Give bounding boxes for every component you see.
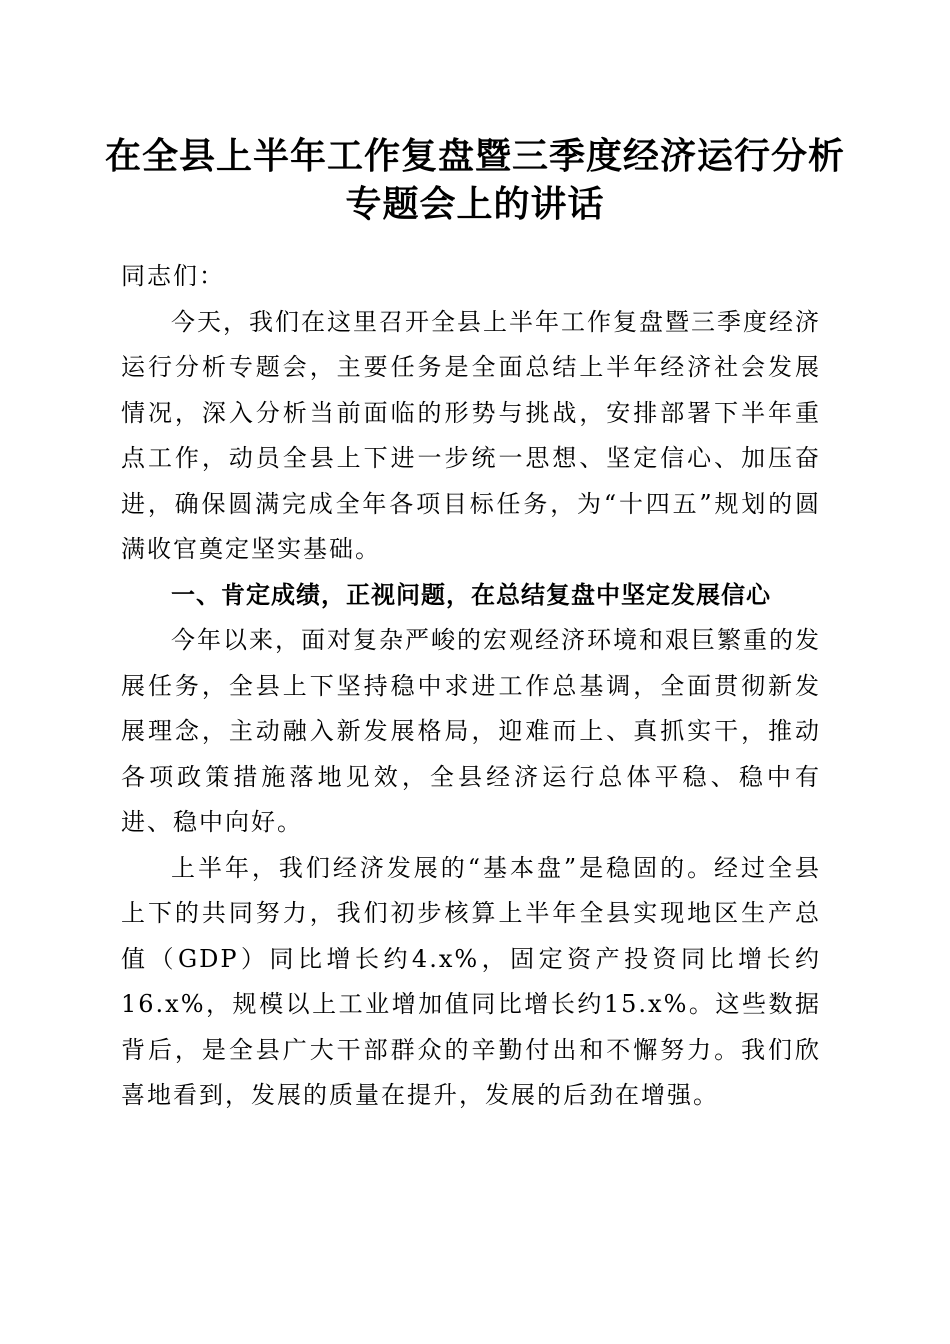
intro-paragraph: 今天，我们在这里召开全县上半年工作复盘暨三季度经济运行分析专题会，主要任务是全面总结上半年经济社会发展情况，深入分析当前面临的形势与挑战，安排部署下半年重点工作，动员全县上下进一步统一思想、坚定信心、加压奋进，确保圆满完成全年各项目标任务，为“十四五”规划的圆满收官奠定坚实基础。	[121, 307, 821, 563]
section-1-paragraph-1: 今年以来，面对复杂严峻的宏观经济环境和艰巨繁重的发展任务，全县上下坚持稳中求进工作总基调，全面贯彻新发展理念，主动融入新发展格局，迎难而上、真抓实干，推动各项政策措施落地见效，全县经济运行总体平稳、稳中有进、稳中向好。	[121, 626, 821, 836]
salutation: 同志们：	[121, 262, 225, 290]
section-1-heading: 一、肯定成绩，正视问题，在总结复盘中坚定发展信心	[171, 580, 771, 609]
title-line-1: 在全县上半年工作复盘暨三季度经济运行分析	[104, 135, 845, 177]
page-title	[100, 132, 850, 228]
title-line-2: 专题会上的讲话	[345, 183, 605, 225]
document-body	[121, 254, 821, 1119]
section-1-paragraph-2: 上半年，我们经济发展的“基本盘”是稳固的。经过全县上下的共同努力，我们初步核算上半年全县实现地区生产总值（GDP）同比增长约4.x%，固定资产投资同比增长约16.x%，规模以上工业增加值同比增长约15.x%。这些数据背后，是全县广大干部群众的辛勤付出和不懈努力。我们欣喜地看到，发展的质量在提升，发展的后劲在增强。	[121, 853, 821, 1109]
